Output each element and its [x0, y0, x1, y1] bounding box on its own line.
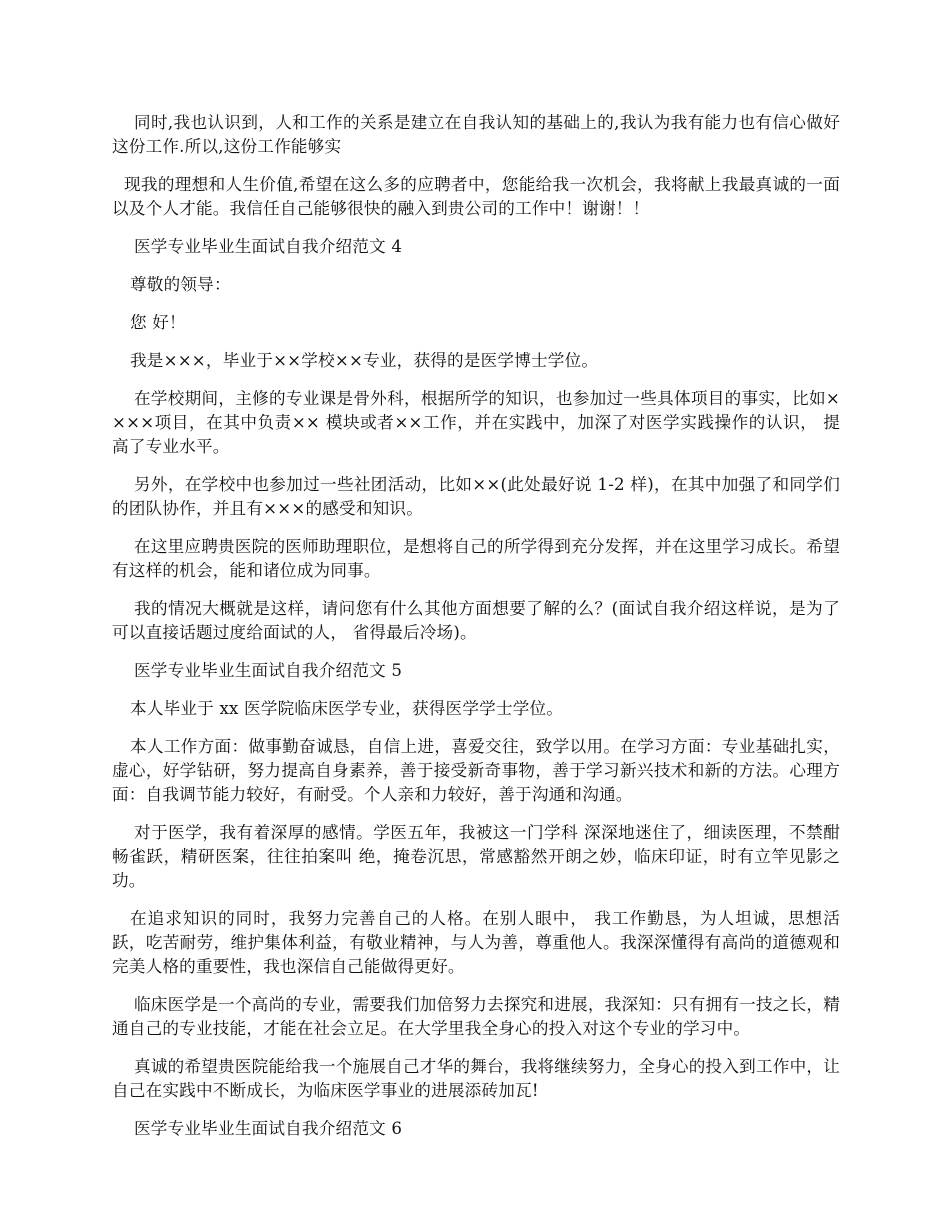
paragraph-graduate: 本人毕业于 xx 医学院临床医学专业，获得医学学士学位。 — [130, 699, 564, 718]
paragraph-hope: 真诚的希望贵医院能给我一个施展自己才华的舞台，我将继续努力，全身心的投入到工作中，让自己在实践中不断成长，为临床医学事业的进展添砖加瓦! — [112, 1057, 840, 1100]
paragraph-character: 在追求知识的同时，我努力完善自己的人格。在别人眼中， 我工作勤恳，为人坦诚，思想活跃，吃苦耐劳，维护集体利益，有敬业精神，与人为善，尊重他人。我深深懂得有高尚的道德观和完美人格的重要性，我也深信自己能做得更好。 — [112, 909, 840, 976]
paragraph-closing: 我的情况大概就是这样，请问您有什么其他方面想要了解的么？(面试自我介绍这样说，是为了可以直接话题过度给面试的人， 省得最后冷场)。 — [112, 599, 840, 642]
paragraph-school: 在学校期间，主修的专业课是骨外科，根据所学的知识，也参加过一些具体项目的事实，比如××××项目，在其中负责×× 模块或者××工作，并在实践中，加深了对医学实践操作的认识， 提高了专业水平。 — [112, 389, 840, 456]
paragraph-intro: 我是×××，毕业于××学校××专业，获得的是医学博士学位。 — [130, 351, 599, 370]
paragraph-1: 同时,我也认识到，人和工作的关系是建立在自我认知的基础上的,我认为我有能力也有信心做好这份工作.所以,这份工作能够实 — [112, 113, 840, 156]
paragraph-2: 现我的理想和人生价值,希望在这么多的应聘者中，您能给我一次机会，我将献上我最真诚的一面以及个人才能。我信任自己能够很快的融入到贵公司的工作中！谢谢！！ — [112, 175, 840, 218]
paragraph-activities: 另外，在学校中也参加过一些社团活动，比如××(此处最好说 1-2 样)，在其中加强了和同学们的团队协作，并且有×××的感受和知识。 — [112, 475, 840, 518]
salutation: 尊敬的领导： — [130, 275, 231, 294]
paragraph-position: 在这里应聘贵医院的医师助理职位，是想将自己的所学得到充分发挥，并在这里学习成长。希望有这样的机会，能和诸位成为同事。 — [112, 537, 840, 580]
section-heading-5: 医学专业毕业生面试自我介绍范文 5 — [134, 661, 403, 680]
paragraph-work: 本人工作方面：做事勤奋诚恳，自信上进，喜爱交往，致学以用。在学习方面：专业基础扎实，虚心，好学钻研，努力提高自身素养，善于接受新奇事物，善于学习新兴技术和新的方法。心理方面：自我调节能力较好，有耐受。个人亲和力较好，善于沟通和沟通。 — [112, 737, 840, 804]
greeting: 您 好！ — [130, 313, 186, 332]
paragraph-medicine: 对于医学，我有着深厚的感情。学医五年，我被这一门学科 深深地迷住了，细读医理，不禁酣畅雀跃，精研医案，往往拍案叫 绝，掩卷沉思，常感豁然开朗之妙，临床印证，时有立竿见影之功。 — [112, 823, 840, 890]
section-heading-4: 医学专业毕业生面试自我介绍范文 4 — [134, 237, 403, 256]
section-heading-6: 医学专业毕业生面试自我介绍范文 6 — [134, 1119, 403, 1138]
paragraph-clinical: 临床医学是一个高尚的专业，需要我们加倍努力去探究和进展，我深知：只有拥有一技之长，精通自己的专业技能，才能在社会立足。在大学里我全身心的投入对这个专业的学习中。 — [112, 995, 840, 1038]
